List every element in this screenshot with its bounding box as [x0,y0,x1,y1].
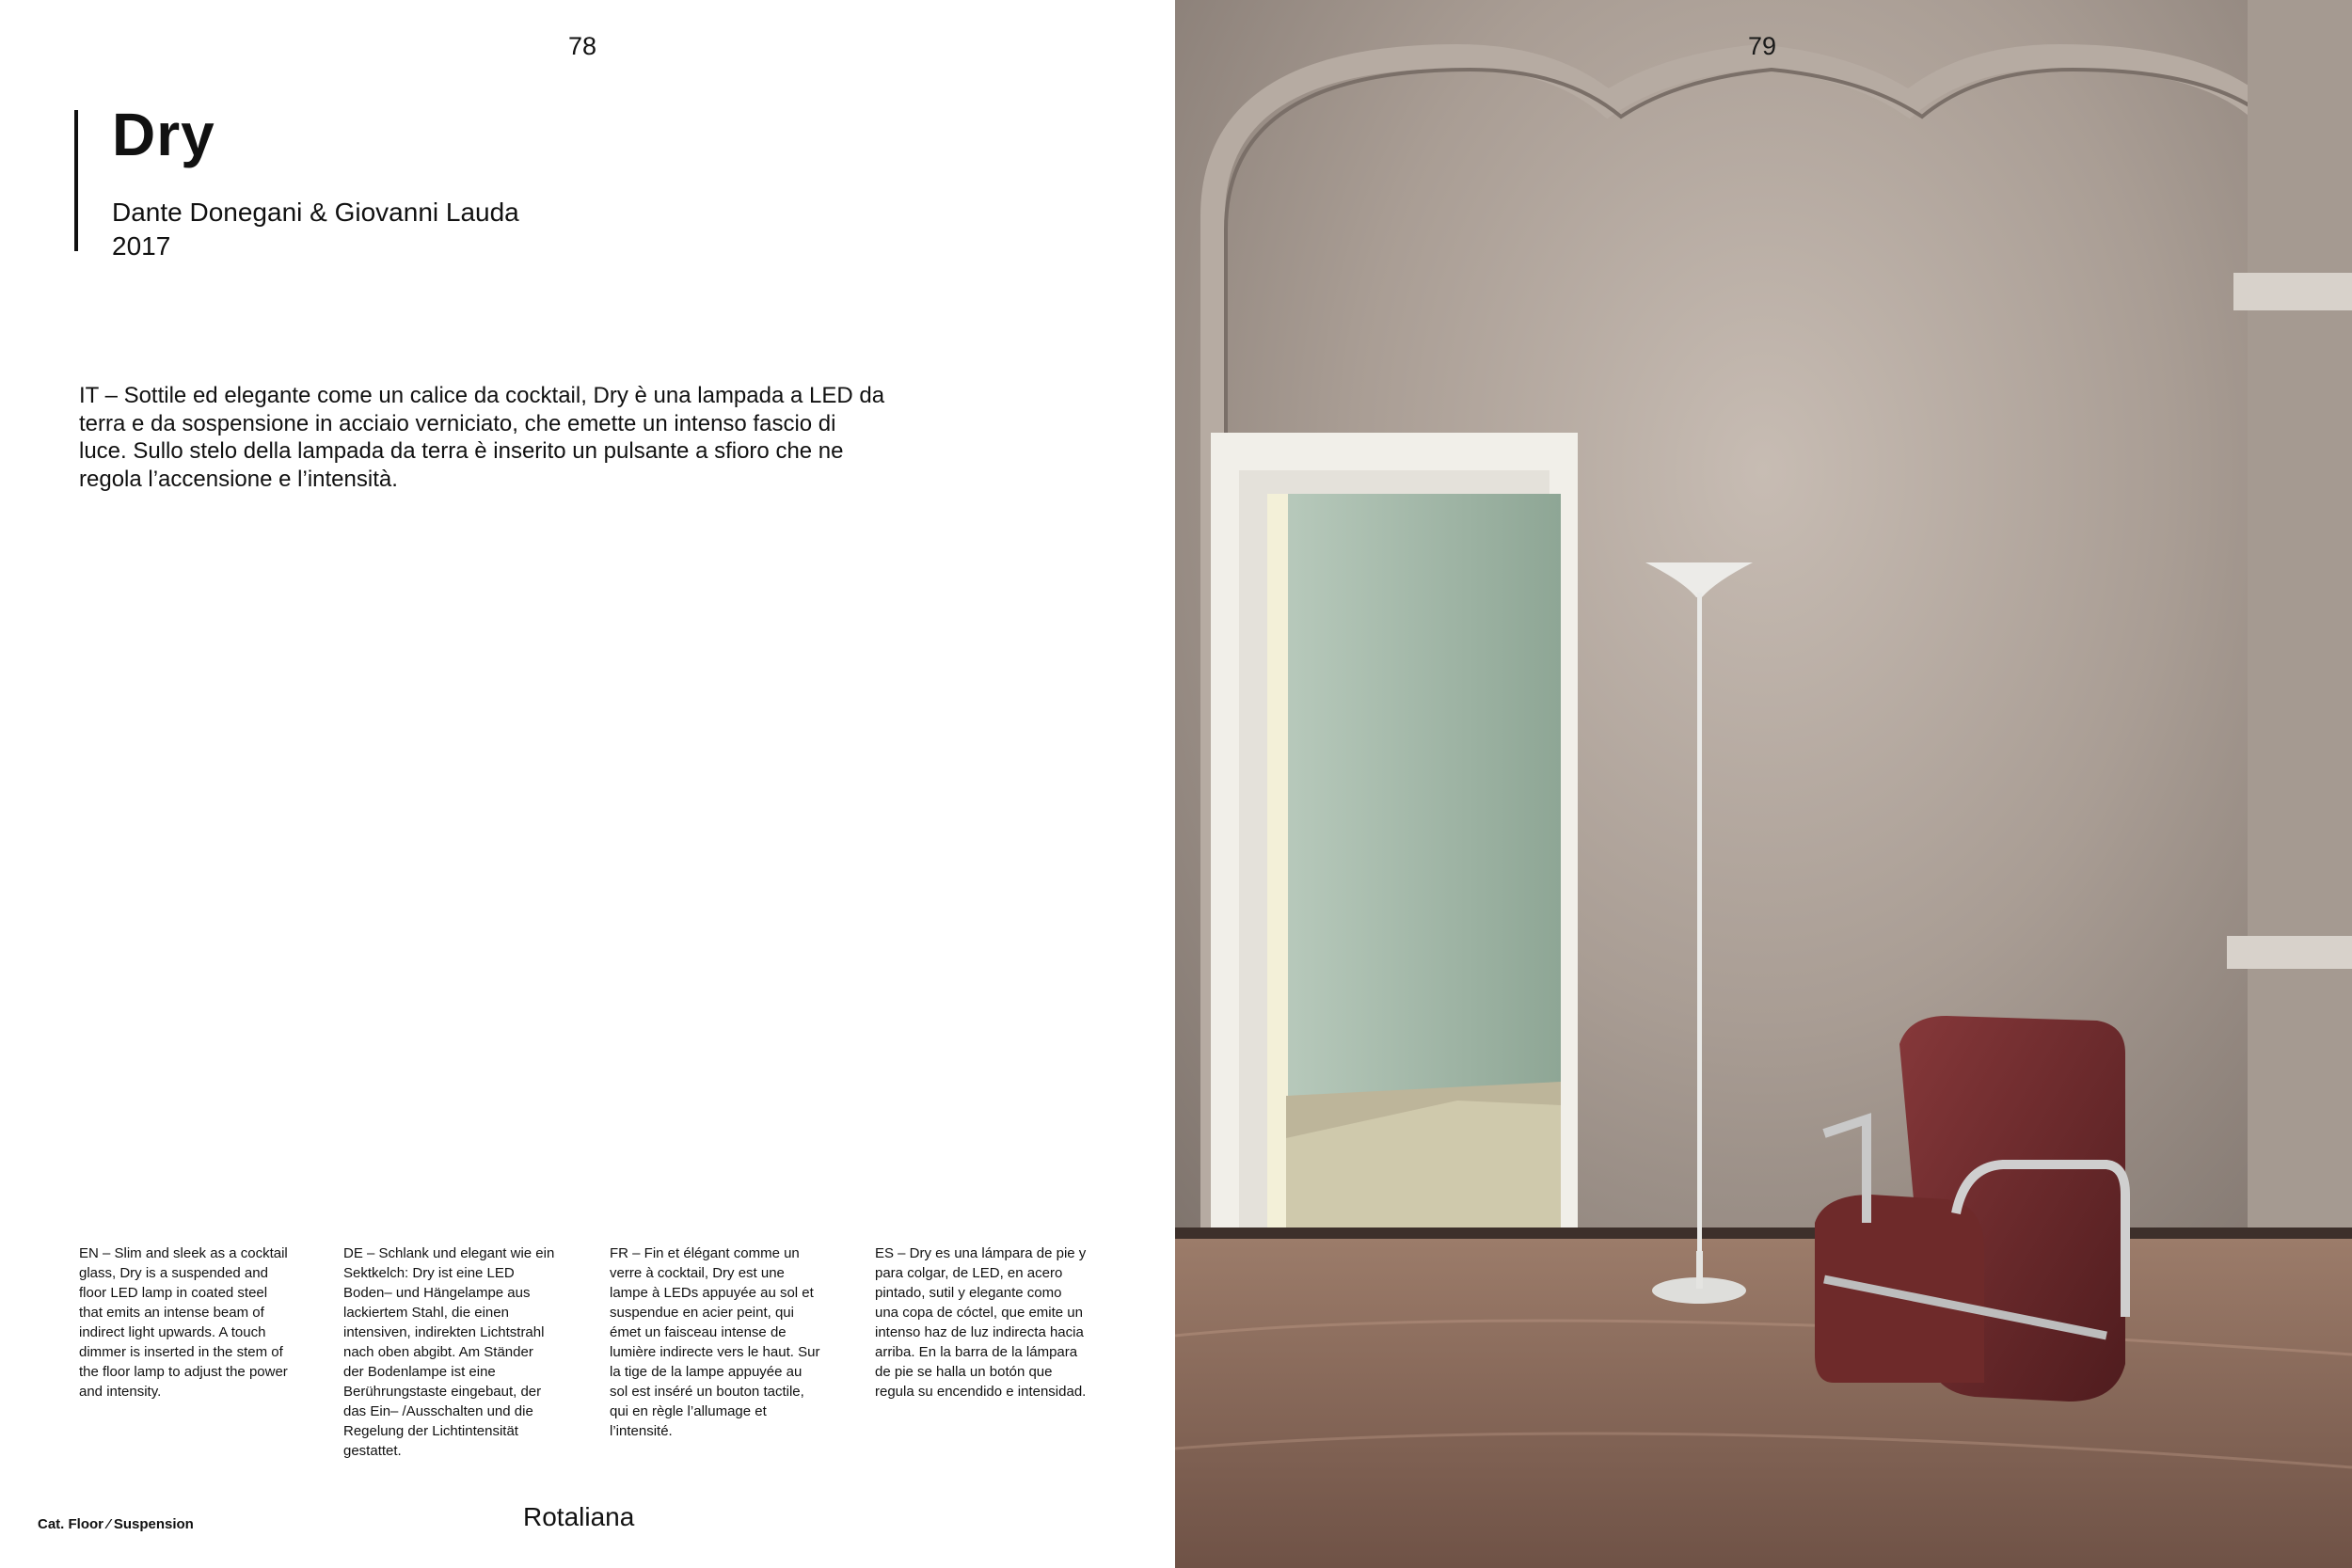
lamp-stem-lower [1696,1251,1703,1289]
door-jamb-lit [1267,494,1288,1237]
lamp-stem [1697,593,1702,1251]
category-label: Cat. Floor ⁄ Suspension [38,1516,194,1532]
title-rule [74,110,78,251]
column-base [2227,936,2352,969]
designer-names: Dante Donegani & Giovanni Lauda [112,198,519,227]
room-illustration [1175,0,2352,1568]
armchair-seat [1815,1195,1984,1383]
description-de: DE – Schlank und elegant wie ein Sektkelch: Dry ist eine LED Boden– und Hängelampe aus lackiertem Stahl, die einen intensiven, indirekten Lichtstrahl nach oben abgibt. Am Ständer der Bodenlampe ist eine Berührungstaste eingebaut, der das Ein– /Ausschalten und die Regelung der Lichtintensität gestattet. [343,1245,555,1459]
product-title: Dry [112,101,215,168]
description-es: ES – Dry es una lámpara de pie y para colgar, de LED, en acero pintado, sutil y elegante como una copa de cóctel, que emite un intenso haz de luz indirecta hacia arriba. En la barra de la lámpara de pie se halla un botón que regula su encendido e intensidad. [875,1245,1087,1400]
description-it: IT – Sottile ed elegante come un calice da cocktail, Dry è una lampada a LED da terra e da sospensione in acciaio verniciato, che emette un intenso fascio di luce. Sullo stelo della lampada da terra è inserito un pulsante a sfioro che ne regola l’accensione e l’intensità. [79,383,885,492]
page-number-left: 78 [568,32,597,60]
page-number-right: 79 [1748,32,1777,60]
designer-block [112,196,519,263]
brand-wordmark: Rotaliana [523,1502,635,1531]
left-page [0,0,1175,1568]
description-en: EN – Slim and sleek as a cocktail glass, Dry is a suspended and floor LED lamp in coated steel that emits an intense beam of indirect light upwards. A touch dimmer is inserted in the stem of the floor lamp to adjust the power and intensity. [79,1245,288,1400]
description-fr: FR – Fin et élégant comme un verre à cocktail, Dry est une lampe à LEDs appuyée au sol et suspendue en acier peint, qui émet un faisceau intense de lumière indirecte vers le haut. Sur la tige de la lampe appuyée au sol est inséré un bouton tactile, qui en règle l’allumage et l’intensité. [610,1245,820,1439]
baseboard [1175,1227,2352,1239]
column-capital [2233,273,2352,310]
room-photograph [1175,0,2352,1568]
marble-floor [1175,1237,2352,1568]
design-year: 2017 [112,231,171,261]
